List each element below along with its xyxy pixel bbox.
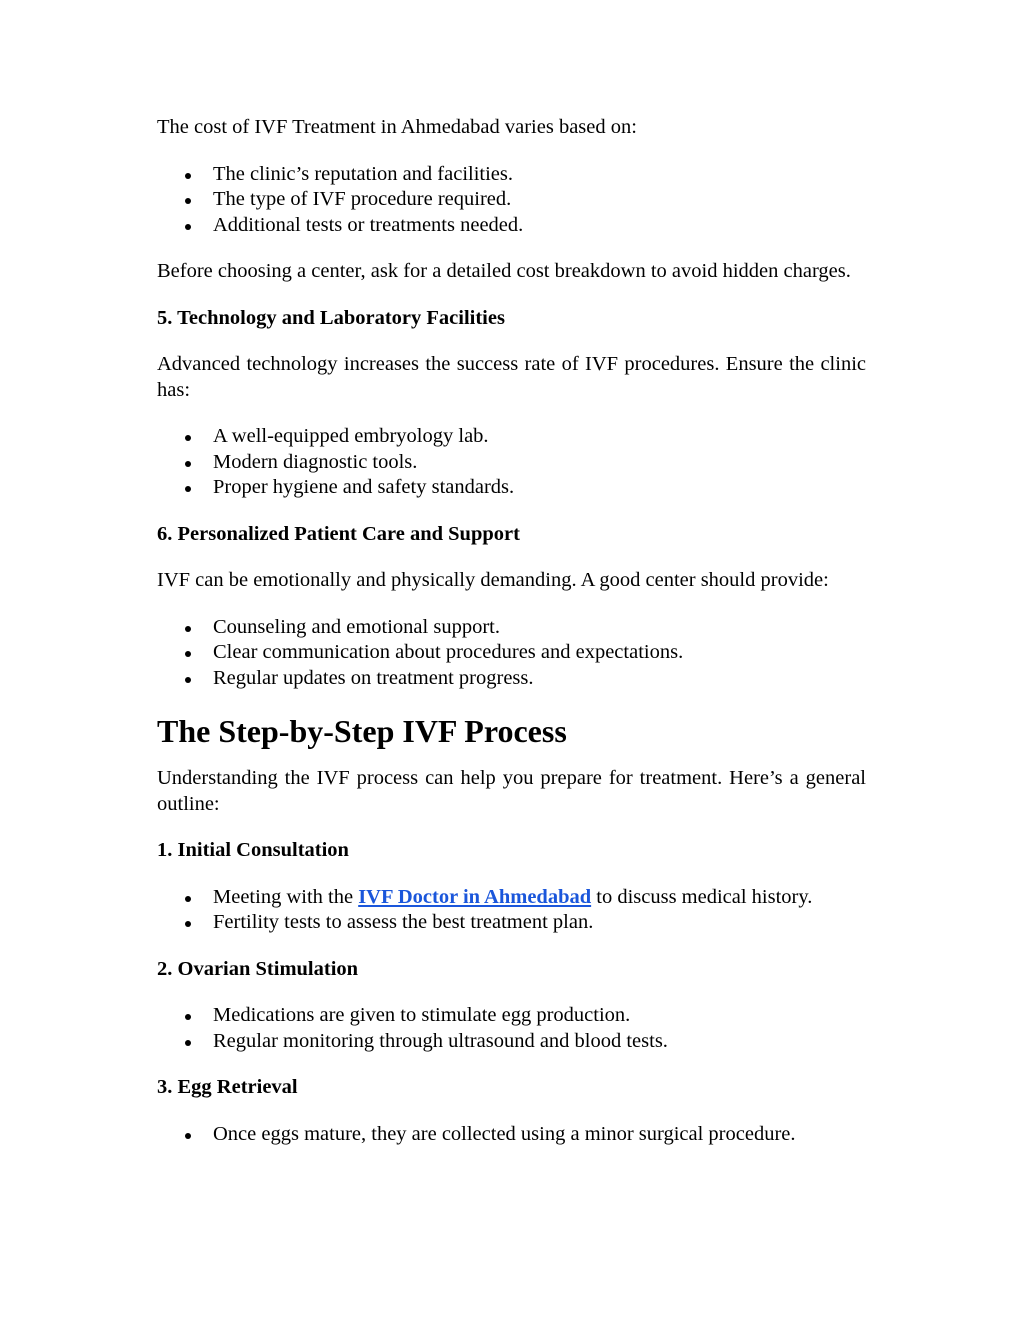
section5-paragraph: Advanced technology increases the success rate of IVF procedures. Ensure the clinic has: <box>157 353 866 401</box>
list-item <box>157 1003 866 1029</box>
intro-paragraph: The cost of IVF Treatment in Ahmedabad varies based on: <box>157 116 637 138</box>
list-item <box>157 162 866 188</box>
bullet-icon <box>185 198 191 204</box>
cost-advice-paragraph: Before choosing a center, ask for a detailed cost breakdown to avoid hidden charges. <box>157 260 851 282</box>
list-item-text: A well-equipped embryology lab. <box>213 425 489 447</box>
list-item-text: Proper hygiene and safety standards. <box>213 476 515 498</box>
cost-factors-list <box>157 162 866 239</box>
step1-heading: 1. Initial Consultation <box>157 839 349 861</box>
list-item-text: The clinic’s reputation and facilities. <box>213 162 513 185</box>
list-item <box>157 615 866 641</box>
list-item-text: Once eggs mature, they are collected using a minor surgical procedure. <box>213 1122 796 1145</box>
list-item-text: The type of IVF procedure required. <box>213 188 512 210</box>
list-item-text: Clear communication about procedures and expectations. <box>213 641 684 663</box>
bullet-icon <box>185 461 191 467</box>
step3-heading: 3. Egg Retrieval <box>157 1076 298 1098</box>
step1-list <box>157 885 866 936</box>
list-item-text-before: Meeting with the <box>213 885 359 908</box>
bullet-icon <box>185 1040 191 1046</box>
process-heading: The Step-by-Step IVF Process <box>157 713 567 749</box>
list-item <box>157 187 866 213</box>
bullet-icon <box>185 173 191 179</box>
bullet-icon <box>185 651 191 657</box>
list-item <box>157 450 866 476</box>
bullet-icon <box>185 626 191 632</box>
list-item-text: Modern diagnostic tools. <box>213 450 418 473</box>
bullet-icon <box>185 896 191 902</box>
list-item <box>157 213 866 239</box>
section6-list <box>157 615 866 692</box>
list-item-text-after: to discuss medical history. <box>591 885 813 908</box>
step3-list <box>157 1122 866 1148</box>
section6-paragraph: IVF can be emotionally and physically demanding. A good center should provide: <box>157 569 829 591</box>
list-item-text: Medications are given to stimulate egg production. <box>213 1004 631 1026</box>
document-content <box>157 115 866 1168</box>
bullet-icon <box>185 435 191 441</box>
step2-heading: 2. Ovarian Stimulation <box>157 957 359 980</box>
bullet-icon <box>185 677 191 683</box>
bullet-icon <box>185 224 191 230</box>
list-item <box>157 424 866 450</box>
step2-list <box>157 1003 866 1054</box>
list-item <box>157 666 866 692</box>
list-item-text: Fertility tests to assess the best treatment plan. <box>213 911 594 933</box>
process-paragraph: Understanding the IVF process can help you prepare for treatment. Here’s a general outline: <box>157 767 866 815</box>
ivf-doctor-link[interactable]: IVF Doctor in Ahmedabad <box>358 885 592 908</box>
list-item <box>157 910 866 936</box>
list-item <box>157 1029 866 1055</box>
list-item <box>157 885 866 911</box>
list-item <box>157 1122 866 1148</box>
bullet-icon <box>185 486 191 492</box>
list-item-text: Regular monitoring through ultrasound and blood tests. <box>213 1029 668 1052</box>
list-item-text: Additional tests or treatments needed. <box>213 213 524 236</box>
list-item-text: Regular updates on treatment progress. <box>213 666 534 689</box>
list-item <box>157 475 866 501</box>
section6-heading: 6. Personalized Patient Care and Support <box>157 522 520 545</box>
list-item-text: Counseling and emotional support. <box>213 615 500 638</box>
bullet-icon <box>185 1133 191 1139</box>
list-item <box>157 640 866 666</box>
bullet-icon <box>185 1014 191 1020</box>
section5-heading: 5. Technology and Laboratory Facilities <box>157 306 505 329</box>
section5-list <box>157 424 866 501</box>
bullet-icon <box>185 921 191 927</box>
